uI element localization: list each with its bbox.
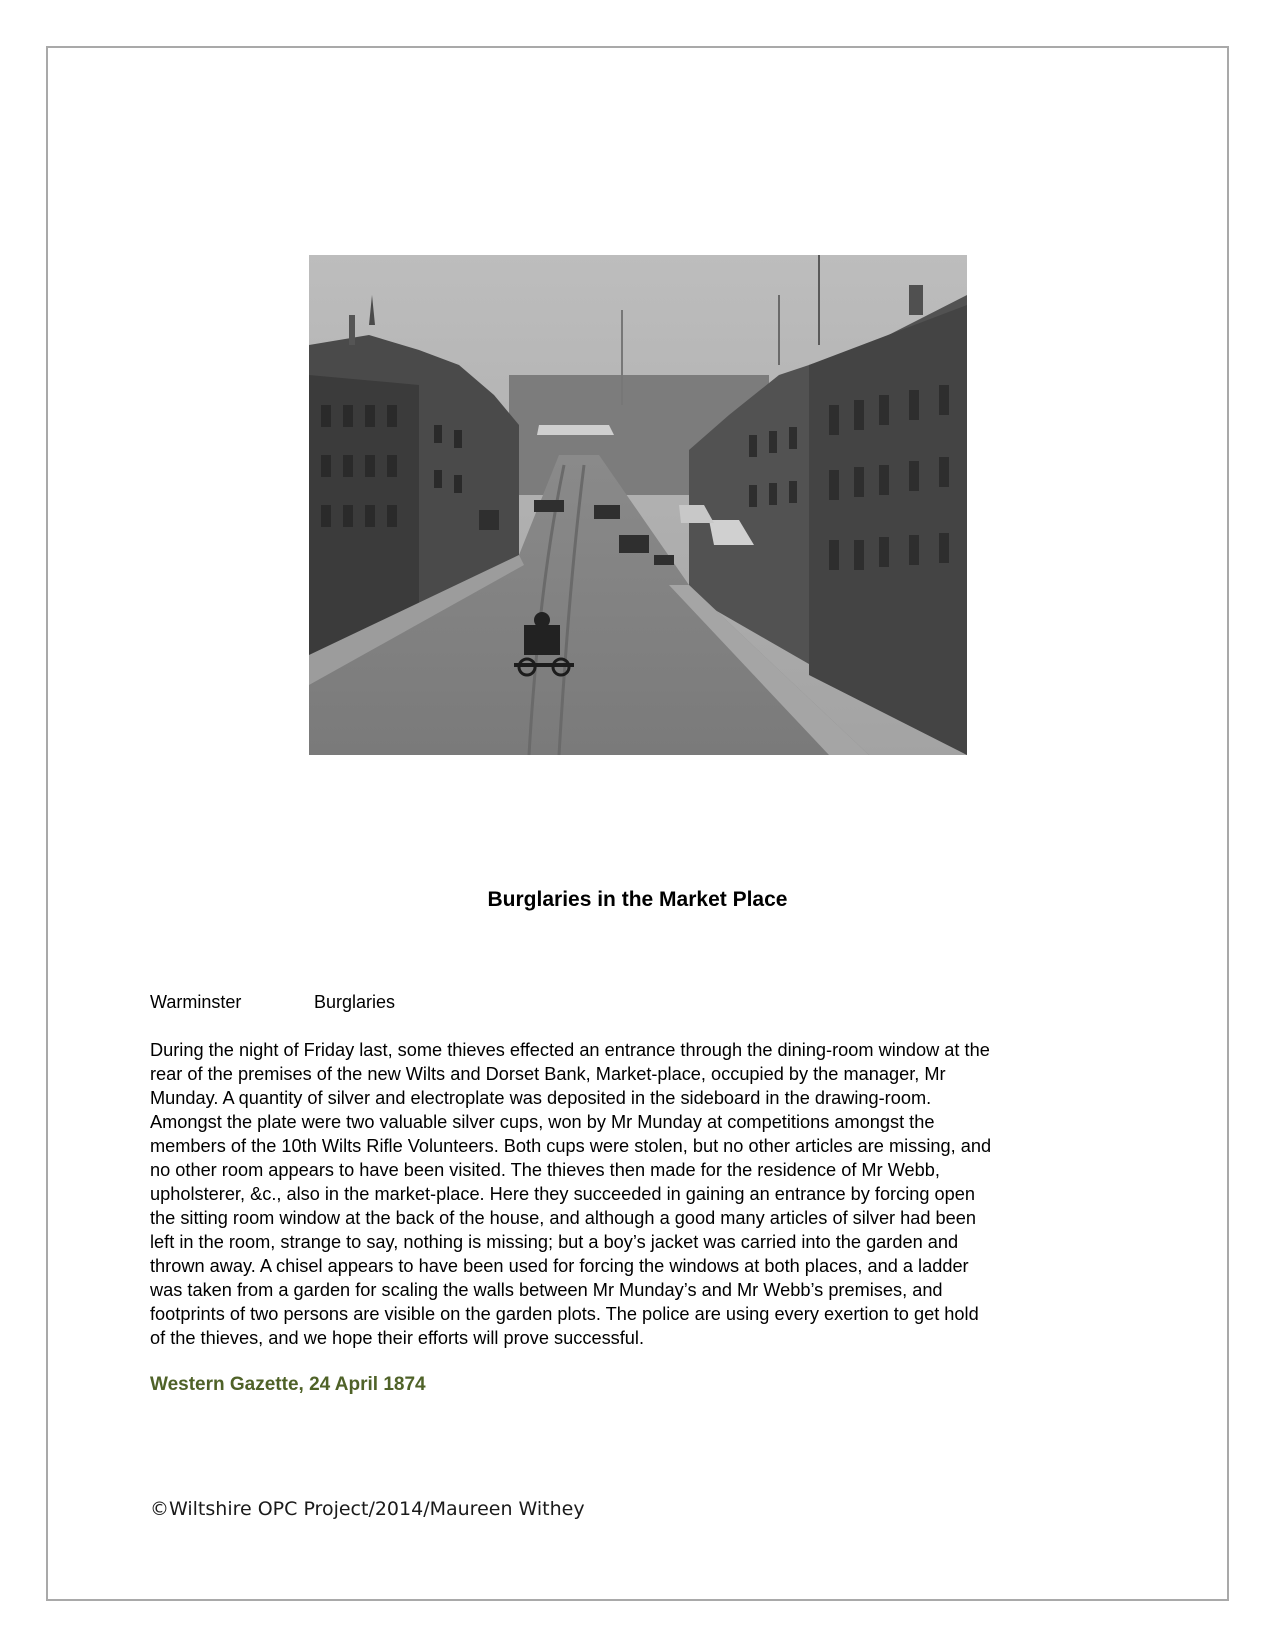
article-kicker bbox=[150, 992, 396, 1013]
market-place-photo bbox=[309, 255, 967, 755]
copyright-footer: ©Wiltshire OPC Project/2014/Maureen Withey bbox=[150, 1498, 585, 1520]
article-line: no other room appears to have been visited. The thieves then made for the residence of Mr Webb, bbox=[150, 1160, 940, 1180]
street-photo-illustration bbox=[309, 255, 967, 755]
article-body bbox=[150, 1038, 1130, 1350]
article-line: During the night of Friday last, some thieves effected an entrance through the dining-room window at the bbox=[150, 1040, 990, 1060]
article-line: rear of the premises of the new Wilts and Dorset Bank, Market-place, occupied by the manager, Mr bbox=[150, 1064, 946, 1084]
article-line: left in the room, strange to say, nothing is missing; but a boy’s jacket was carried into the garden and bbox=[150, 1232, 959, 1252]
article-line: Munday. A quantity of silver and electroplate was deposited in the sideboard in the drawing-room. bbox=[150, 1088, 932, 1108]
article-line: upholsterer, &c., also in the market-place. Here they succeeded in gaining an entrance by forcing open bbox=[150, 1184, 975, 1204]
article-line: thrown away. A chisel appears to have been used for forcing the windows at both places, and a ladder bbox=[150, 1256, 969, 1276]
article-line: the sitting room window at the back of the house, and although a good many articles of silver had been bbox=[150, 1208, 977, 1228]
source-citation: Western Gazette, 24 April 1874 bbox=[150, 1374, 426, 1395]
kicker-place: Warminster bbox=[150, 992, 242, 1012]
kicker-topic: Burglaries bbox=[314, 992, 396, 1012]
article-line: was taken from a garden for scaling the walls between Mr Munday’s and Mr Webb’s premises, and bbox=[150, 1280, 943, 1300]
article-line: members of the 10th Wilts Rifle Volunteers. Both cups were stolen, but no other articles are missing, and bbox=[150, 1136, 992, 1156]
page-title: Burglaries in the Market Place bbox=[487, 888, 788, 911]
article-line: Amongst the plate were two valuable silver cups, won by Mr Munday at competitions amongst the bbox=[150, 1112, 935, 1132]
article-line: footprints of two persons are visible on the garden plots. The police are using every exertion to get hold bbox=[150, 1304, 979, 1324]
article-line: of the thieves, and we hope their efforts will prove successful. bbox=[150, 1328, 645, 1348]
